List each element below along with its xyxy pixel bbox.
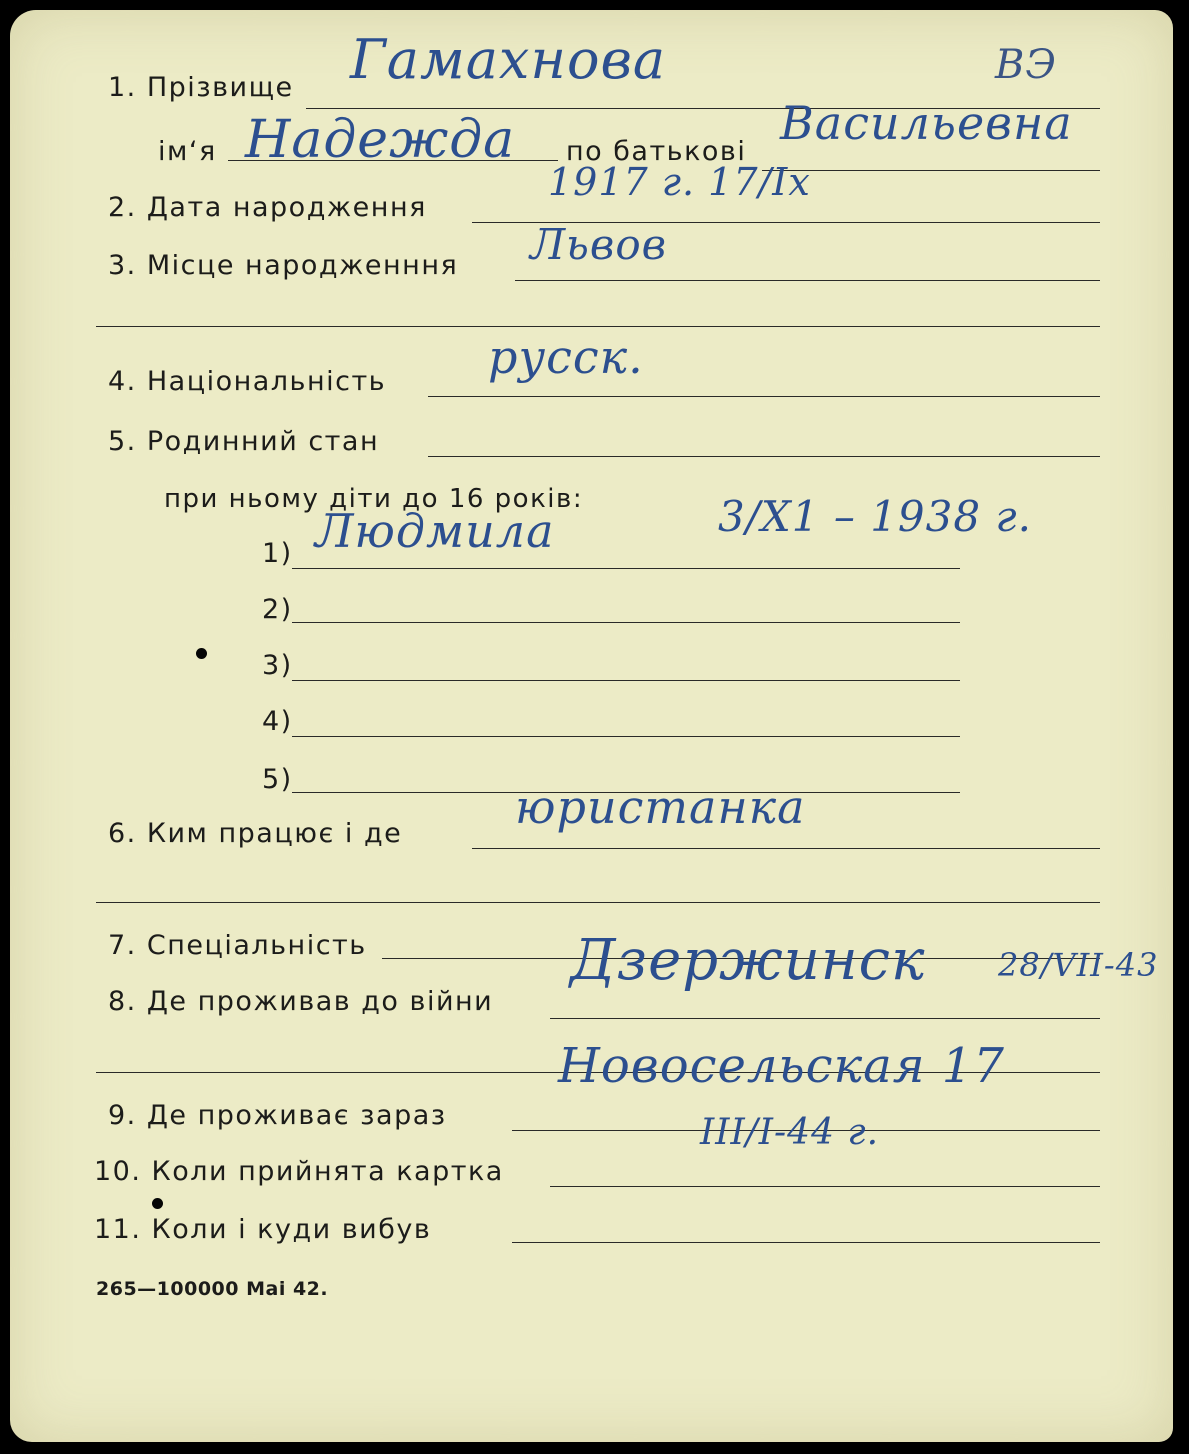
label-patronymic: по батькові [566, 136, 747, 167]
label-nationality: 4. Національність [108, 366, 387, 397]
label-family-status: 5. Родинний стан [108, 426, 380, 457]
registration-card [10, 10, 1173, 1442]
label-work: 6. Ким працює і де [108, 818, 403, 849]
label-birth-place: 3. Місце народженння [108, 250, 459, 281]
line-patronymic [762, 170, 1100, 171]
line-work [472, 848, 1100, 849]
punch-hole-bottom [152, 1198, 163, 1209]
label-speciality: 7. Спеціальність [108, 930, 367, 961]
child-number-3: 3) [262, 650, 293, 681]
handwritten-patronymic: Васильевна [780, 96, 1073, 150]
handwritten-prewar-street: Новосельская 17 [558, 1038, 1005, 1094]
child-number-2: 2) [262, 594, 293, 625]
label-children-header: при ньому діти до 16 років: [164, 484, 584, 514]
label-departure: 11. Коли і куди вибув [94, 1214, 432, 1245]
handwritten-child-1-name: Людмила [315, 504, 555, 558]
line-family-status [428, 456, 1100, 457]
handwritten-prewar-city: Дзержинск [570, 928, 926, 993]
handwritten-nationality: русск. [488, 330, 644, 384]
line-prewar-residence [550, 1018, 1100, 1019]
punch-hole-top [196, 648, 207, 659]
handwritten-surname: Гамахнова [350, 28, 667, 91]
line-child-2 [292, 622, 960, 623]
label-name: ім‘я [158, 136, 217, 167]
line-birth-place [515, 280, 1100, 281]
line-work-extra [96, 902, 1100, 903]
label-current-residence: 9. Де проживає зараз [108, 1100, 447, 1131]
handwritten-birth-date: 1917 г. 17/Iх [548, 160, 811, 204]
handwritten-corner-mark: ВЭ [995, 42, 1057, 88]
handwritten-accepted-date: III/I-44 г. [700, 1112, 880, 1153]
handwritten-occupation: юристанка [515, 780, 806, 834]
handwritten-birth-place: Львов [530, 220, 668, 269]
handwritten-name: Надежда [245, 110, 516, 170]
line-departure [512, 1242, 1100, 1243]
line-child-3 [292, 680, 960, 681]
handwritten-prewar-date: 28/VII-43 [998, 946, 1159, 984]
line-child-4 [292, 736, 960, 737]
label-surname: 1. Прізвище [108, 72, 294, 103]
label-birth-date: 2. Дата народження [108, 192, 427, 223]
line-child-1 [292, 568, 960, 569]
print-code-footer: 265—100000 Mai 42. [96, 1278, 329, 1300]
handwritten-child-1-date: 3/Х1 – 1938 г. [718, 492, 1033, 541]
label-card-accepted: 10. Коли прийнята картка [94, 1156, 504, 1187]
child-number-1: 1) [262, 538, 293, 569]
line-birth-place-extra [96, 326, 1100, 327]
line-nationality [428, 396, 1100, 397]
child-number-4: 4) [262, 706, 293, 737]
label-prewar-residence: 8. Де проживав до війни [108, 986, 494, 1017]
child-number-5: 5) [262, 764, 293, 795]
line-card-accepted [550, 1186, 1100, 1187]
